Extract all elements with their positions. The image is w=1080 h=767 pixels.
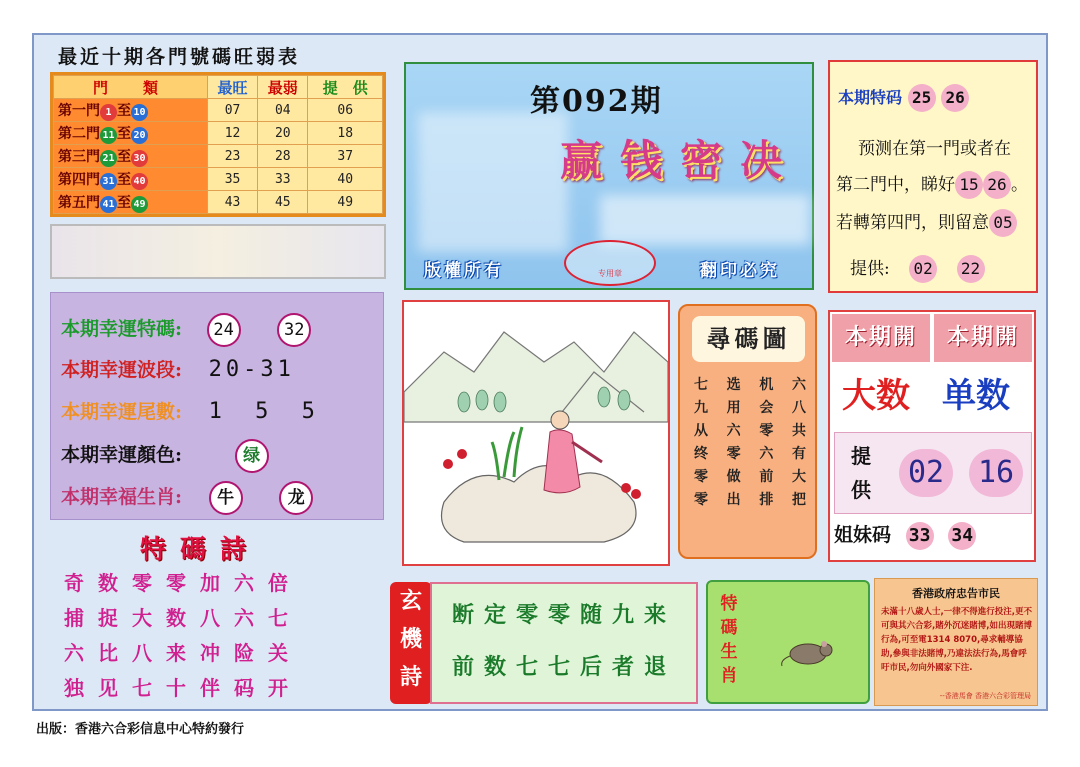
- xuanji-poem: [430, 582, 698, 704]
- range-start-ball: 11: [100, 127, 117, 144]
- range-start-ball: 31: [100, 173, 117, 190]
- offer-cell: 18: [308, 122, 383, 145]
- sister-code-row: [834, 520, 976, 550]
- xuanji-label: [390, 582, 432, 704]
- prediction-panel: [828, 60, 1038, 293]
- range-to: 至: [117, 125, 131, 142]
- hot-cell: 07: [207, 99, 257, 122]
- hot-cell: 35: [207, 168, 257, 191]
- prediction-ball: 15: [955, 171, 983, 199]
- find-code-char: 终: [694, 446, 708, 462]
- government-notice: [874, 578, 1038, 706]
- open-offer-ball: 02: [899, 449, 953, 497]
- open-offer-ball: 16: [969, 449, 1023, 497]
- lucky-zodiac-ball: 龙: [279, 481, 313, 515]
- gate-cell: [54, 99, 208, 122]
- range-end-ball: 49: [131, 196, 148, 213]
- open-value-odd: 单数: [942, 376, 1010, 416]
- hot-cell: 43: [207, 191, 257, 214]
- find-code-char: 排: [759, 492, 774, 508]
- prediction-special-label: 本期特码: [838, 88, 903, 107]
- find-code-char: 六: [791, 377, 806, 393]
- cold-cell: 04: [258, 99, 308, 122]
- find-code-char: 零: [694, 492, 708, 508]
- table-header-offer: 提 供: [308, 76, 383, 99]
- gate-strength-table: [50, 72, 386, 217]
- lucky-special-ball: 24: [207, 313, 241, 347]
- table-header-hot: 最旺: [207, 76, 257, 99]
- prediction-offer-row: [850, 254, 985, 283]
- copyright-right: 翻印必究: [700, 261, 780, 281]
- range-to: 至: [117, 171, 131, 188]
- zodiac-panel: [706, 580, 870, 704]
- prediction-special-ball: 25: [908, 84, 936, 112]
- xuanji-label-char: 機: [399, 626, 422, 652]
- offer-cell: 37: [308, 145, 383, 168]
- lucky-zodiac-ball: 牛: [209, 481, 243, 515]
- seal-stamp: 专用章: [564, 240, 656, 286]
- offer-cell: 06: [308, 99, 383, 122]
- scenery-illustration: [402, 300, 670, 566]
- lucky-wave-value: 20-31: [208, 357, 295, 382]
- offer-cell: 40: [308, 168, 383, 191]
- cold-cell: 28: [258, 145, 308, 168]
- find-code-grid: [694, 374, 806, 512]
- find-code-column: [792, 374, 806, 512]
- find-code-char: 六: [759, 446, 774, 462]
- find-code-char: 九: [694, 400, 708, 416]
- xuanji-line: 断定零零随九来: [452, 602, 677, 628]
- prediction-ball: 05: [989, 209, 1017, 237]
- xuanji-line: 前数七七后者退: [452, 654, 677, 680]
- lucky-color-row: [61, 439, 269, 473]
- gate-name: 第五門: [58, 194, 100, 211]
- zodiac-label: [718, 592, 740, 688]
- range-start-ball: 21: [100, 150, 117, 167]
- prediction-offer-label: 提供:: [850, 259, 890, 279]
- notice-body: 未滿十八歲人士,一律不得進行投注,更不可與其六合彩,賭外沉迷賭博,如出現賭博行為,可至電1314 8070,尋求輔導協助,參與非法賭博,乃違法法行為,馬會呼吁市民,勿向外國家下注.: [881, 607, 1032, 673]
- blurred-area: [600, 195, 810, 245]
- poem-line: 六比八来冲险关: [64, 641, 302, 665]
- prediction-offer-ball: 22: [957, 255, 985, 283]
- table-row: [54, 122, 383, 145]
- range-end-ball: 10: [131, 104, 148, 121]
- poem-line: 奇数零零加六倍: [64, 571, 302, 595]
- poem-line: 捕捉大数八六七: [64, 606, 302, 630]
- find-code-char: 零: [726, 446, 741, 462]
- lucky-panel: [50, 292, 384, 520]
- range-end-ball: 20: [131, 127, 148, 144]
- range-to: 至: [117, 102, 131, 119]
- find-code-char: 七: [694, 377, 708, 393]
- find-code-char: 六: [726, 423, 741, 439]
- copyright-left: 版權所有: [424, 261, 504, 281]
- table-header-row: [54, 76, 383, 99]
- lucky-color-value: 绿: [235, 439, 269, 473]
- find-code-column: [727, 374, 741, 512]
- find-code-column: [759, 374, 773, 512]
- prediction-line-2-text: 第二門中，睇好: [836, 175, 955, 195]
- find-code-char: 零: [759, 423, 774, 439]
- table-row: [54, 168, 383, 191]
- range-to: 至: [117, 148, 131, 165]
- sister-code-label: 姐妹码: [834, 524, 892, 546]
- find-code-char: 零: [694, 469, 708, 485]
- table-row: [54, 145, 383, 168]
- range-to: 至: [117, 194, 131, 211]
- table-header-gate: 門 類: [54, 76, 208, 99]
- find-code-char: 有: [791, 446, 806, 462]
- gate-cell: [54, 168, 208, 191]
- lucky-tail-value: 1 5 5: [208, 399, 325, 424]
- gate-cell: [54, 122, 208, 145]
- open-header: 本期開: [934, 314, 1032, 362]
- zodiac-label-char: 特: [720, 594, 738, 614]
- cold-cell: 33: [258, 168, 308, 191]
- xuanji-label-char: 詩: [399, 664, 422, 690]
- find-code-char: 选: [726, 377, 741, 393]
- cold-cell: 20: [258, 122, 308, 145]
- lucky-special-ball: 32: [277, 313, 311, 347]
- blurred-area: [418, 112, 568, 252]
- open-value-big: 大数: [842, 376, 910, 416]
- range-start-ball: 41: [100, 196, 117, 213]
- gate-name: 第三門: [58, 148, 100, 165]
- poem-title: 特碼詩: [140, 535, 261, 565]
- zodiac-label-char: 碼: [720, 618, 738, 638]
- lucky-special-label: 本期幸運特碼:: [61, 318, 183, 340]
- publisher-footer: 出版：香港六合彩信息中心特約發行: [36, 722, 245, 737]
- gate-cell: [54, 145, 208, 168]
- table-header-cold: 最弱: [258, 76, 308, 99]
- prediction-line-2: [836, 170, 1028, 199]
- cold-cell: 45: [258, 191, 308, 214]
- find-code-panel: [678, 304, 817, 559]
- lucky-zodiac-label: 本期幸福生肖:: [61, 486, 183, 508]
- prediction-line-3: [836, 208, 1017, 237]
- range-start-ball: 1: [100, 104, 117, 121]
- find-code-char: 从: [694, 423, 708, 439]
- lucky-zodiac-row: [61, 481, 313, 515]
- prediction-special-row: [838, 84, 969, 112]
- prediction-line-1: 预测在第一門或者在: [858, 139, 1011, 159]
- prediction-special-ball: 26: [941, 84, 969, 112]
- find-code-char: 做: [726, 469, 741, 485]
- prediction-line-3-text: 若轉第四門，則留意: [836, 213, 989, 233]
- lucky-tail-label: 本期幸運尾數:: [61, 401, 183, 423]
- lucky-special-row: [61, 313, 311, 347]
- gate-name: 第二門: [58, 125, 100, 142]
- hot-cell: 12: [207, 122, 257, 145]
- gate-cell: [54, 191, 208, 214]
- open-offer-label: 提供: [851, 444, 871, 502]
- mountain-figure-icon: [404, 302, 668, 564]
- find-code-char: 会: [759, 400, 774, 416]
- find-code-char: 八: [791, 400, 806, 416]
- blurred-banner: [50, 224, 386, 279]
- gate-name: 第四門: [58, 171, 100, 188]
- offer-cell: 49: [308, 191, 383, 214]
- rat-icon: [778, 636, 838, 670]
- find-code-char: 共: [791, 423, 806, 439]
- issue-headline: 赢钱密决: [560, 136, 801, 185]
- hot-cell: 23: [207, 145, 257, 168]
- range-end-ball: 30: [131, 150, 148, 167]
- notice-sign: --香港馬會 香港六合彩管理局: [939, 692, 1031, 700]
- find-code-char: 大: [791, 469, 806, 485]
- find-code-char: 用: [726, 400, 741, 416]
- prediction-offer-ball: 02: [909, 255, 937, 283]
- find-code-title: 尋碼圖: [692, 316, 805, 362]
- lucky-tail-row: [61, 397, 325, 424]
- find-code-char: 把: [791, 492, 806, 508]
- zodiac-label-char: 肖: [720, 666, 738, 686]
- lucky-wave-label: 本期幸運波段:: [61, 359, 183, 381]
- find-code-char: 出: [726, 492, 741, 508]
- prediction-line-2-end: 。: [1011, 175, 1028, 195]
- find-code-char: 机: [759, 377, 774, 393]
- gate-name: 第一門: [58, 102, 100, 119]
- find-code-char: 前: [759, 469, 774, 485]
- open-header: 本期開: [832, 314, 930, 362]
- open-offer-box: [834, 432, 1032, 514]
- table-row: [54, 99, 383, 122]
- xuanji-label-char: 玄: [399, 588, 422, 614]
- current-issue-panel: [828, 310, 1036, 562]
- notice-title: 香港政府忠告市民: [912, 587, 1000, 600]
- zodiac-label-char: 生: [720, 642, 738, 662]
- prediction-ball: 26: [983, 171, 1011, 199]
- poem-block: [64, 566, 364, 706]
- sister-code-ball: 33: [906, 522, 934, 550]
- range-end-ball: 40: [131, 173, 148, 190]
- page-title: 最近十期各門號碼旺弱表: [58, 46, 301, 68]
- find-code-column: [694, 374, 708, 512]
- sister-code-ball: 34: [948, 522, 976, 550]
- lucky-wave-row: [61, 355, 295, 382]
- lucky-color-label: 本期幸運顏色:: [61, 444, 183, 466]
- issue-number: 第092期: [530, 84, 663, 119]
- poem-line: 独见七十伴码开: [64, 676, 302, 700]
- table-row: [54, 191, 383, 214]
